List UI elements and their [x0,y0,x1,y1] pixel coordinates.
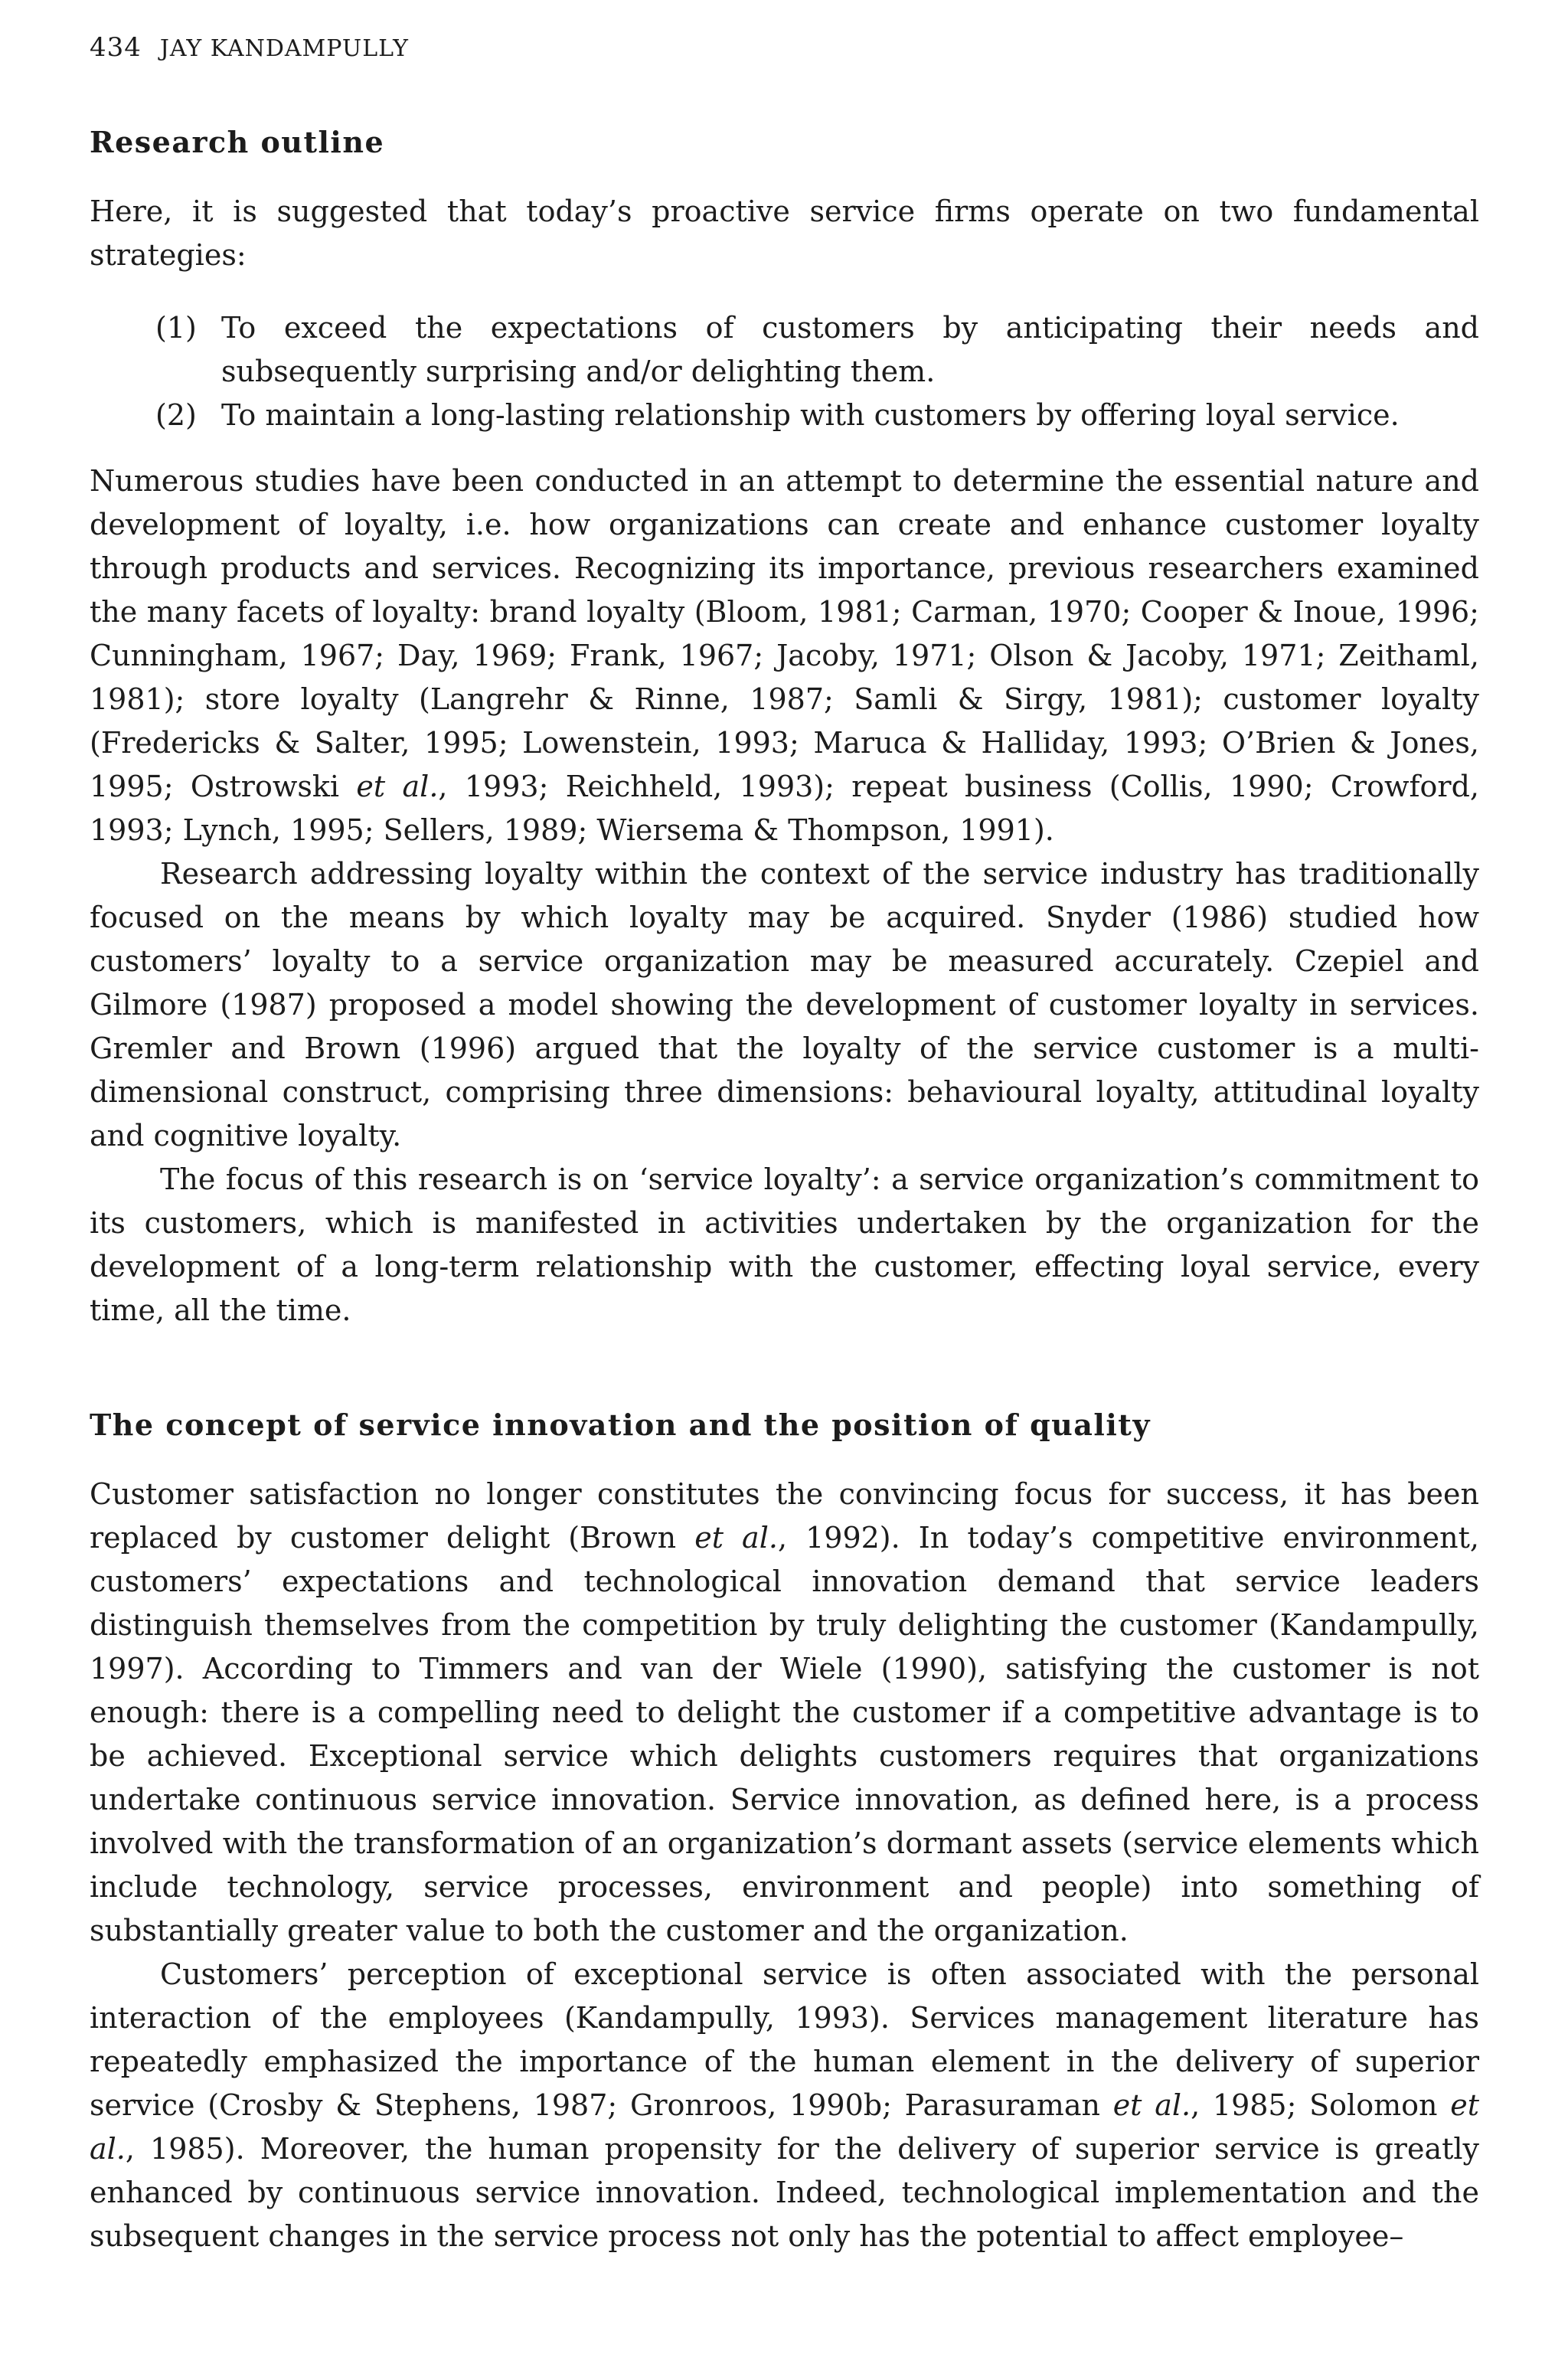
running-head [90,32,409,64]
text-run-italic: et al. [694,1521,778,1555]
strategies-list [155,306,1479,437]
text-run: , 1992). In today’s competitive environment, customers’ expectations and technological innovation demand that service leaders distinguish themselves from the competition by truly delighting the customer (Kandampully, 1997). According to Timmers and van der Wiele (1990), satisfying the customer is not enough: there is a compelling need to delight the customer if a competitive advantage is to be achieved. Exceptional service which delights customers requires that organizations undertake continuous service innovation. Service innovation, as defined here, is a process involved with the transformation of an organization’s dormant assets (service elements which include technology, service processes, environment and people) into something of substantially greater value to both the customer and the organization. [90,1521,1479,1947]
list-item-text: To exceed the expectations of customers by anticipating their needs and subsequently surprising and/or delighting them. [221,311,1479,388]
section1-body [90,459,1479,1332]
text-run: , 1993; Reichheld, 1993); repeat business (Collis, 1990; Crowford, 1993; Lynch, 1995; Sellers, 1989; Wiersema & Thompson, 1991). [90,770,1480,847]
section2-paragraph-1 [90,1473,1479,1953]
running-head-author: JAY KANDAMPULLY [159,35,409,62]
text-run: , 1985; Solomon [1191,2088,1451,2122]
page-number: 434 [90,32,142,63]
text-run: , 1985). Moreover, the human propensity for the delivery of superior service is greatly enhanced by continuous service innovation. Indeed, technological implementation and the subsequent changes in the service process not only has the potential to affect employee– [90,2132,1479,2253]
section1-paragraph-2: Research addressing loyalty within the context of the service industry has traditionally focused on the means by which loyalty may be acquired. Snyder (1986) studied how customers’ loyalty to a service organization may be measured accurately. Czepiel and Gilmore (1987) proposed a model showing the development of customer loyalty in services. Gremler and Brown (1996) argued that the loyalty of the service customer is a multi-dimensional construct, comprising three dimensions: behavioural loyalty, attitudinal loyalty and cognitive loyalty. [90,857,1479,1153]
section-heading-research-outline: Research outline [90,125,385,159]
section1-intro-block [90,190,1479,277]
section2-body [90,1473,1479,2258]
text-run: Customer satisfaction no longer constitutes the convincing focus for success, it has been replaced by customer delight (Brown [90,1477,1479,1555]
text-run-italic: et al. [1112,2088,1191,2122]
section1-paragraph-1 [90,459,1479,852]
section2-paragraph-2 [90,1953,1479,2258]
list-item-number: (2) [155,398,197,432]
section1-paragraph-3: The focus of this research is on ‘service loyalty’: a service organization’s commitment to its customers, which is manifested in activities undertaken by the organization for the development of a long-term relationship with the customer, effecting loyal service, every time, all the time. [90,1162,1479,1327]
list-item [155,394,1479,437]
list-item-number: (1) [155,311,197,345]
section-heading-service-innovation: The concept of service innovation and the position of quality [90,1408,1151,1442]
text-run: Customers’ perception of exceptional service is often associated with the personal interaction of the employees (Kandampully, 1993). Services management literature has repeatedly emphasized the importance of the human element in the delivery of superior service (Crosby & Stephens, 1987; Gronroos, 1990b; Parasuraman [90,1957,1479,2122]
text-run-italic: et al. [356,770,439,803]
text-run-italic: et al. [90,2088,1479,2166]
list-item-text: To maintain a long-lasting relationship with customers by offering loyal service. [221,398,1400,432]
text-run: Numerous studies have been conducted in an attempt to determine the essential nature and development of loyalty, i.e. how organizations can create and enhance customer loyalty through products and services. Recognizing its importance, previous researchers examined the many facets of loyalty: brand loyalty (Bloom, 1981; Carman, 1970; Cooper & Inoue, 1996; Cunningham, 1967; Day, 1969; Frank, 1967; Jacoby, 1971; Olson & Jacoby, 1971; Zeithaml, 1981); store loyalty (Langrehr & Rinne, 1987; Samli & Sirgy, 1981); customer loyalty (Fredericks & Salter, 1995; Lowenstein, 1993; Maruca & Halliday, 1993; O’Brien & Jones, 1995; Ostrowski [90,464,1479,803]
list-item [155,306,1479,394]
section1-intro-paragraph: Here, it is suggested that today’s proactive service firms operate on two fundamental strategies: [90,195,1479,272]
